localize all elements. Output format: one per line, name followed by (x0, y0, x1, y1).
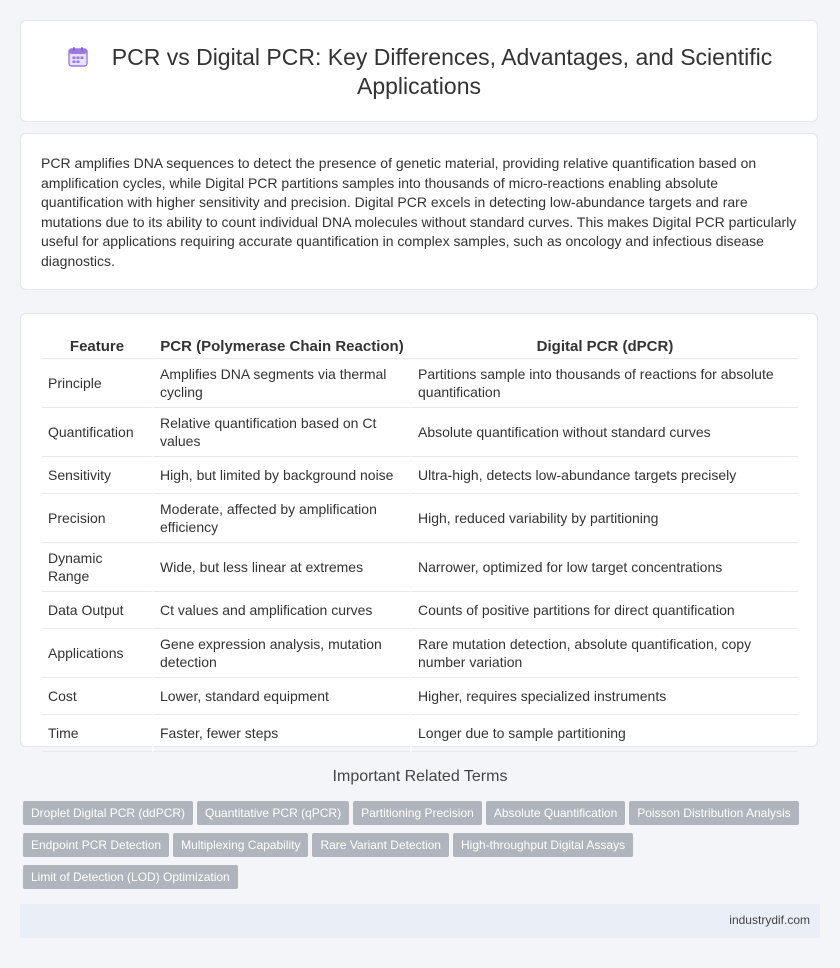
pcr-cell: Amplifies DNA segments via thermal cycling (152, 359, 410, 408)
related-terms-title: Important Related Terms (332, 768, 508, 785)
dpcr-cell: Higher, requires specialized instruments (410, 678, 798, 715)
table-row (42, 359, 798, 408)
feature-cell: Precision (42, 494, 152, 543)
table-row (42, 408, 798, 457)
dpcr-cell: Counts of positive partitions for direct quantification (410, 592, 798, 629)
term-tag[interactable]: Droplet Digital PCR (ddPCR) (23, 801, 193, 825)
dpcr-cell: Ultra-high, detects low-abundance targets precisely (410, 457, 798, 494)
table-row (42, 494, 798, 543)
table-row (42, 543, 798, 592)
pcr-cell: Wide, but less linear at extremes (152, 543, 410, 592)
page-title (61, 43, 777, 101)
dpcr-cell: Longer due to sample partitioning (410, 715, 798, 752)
column-header: Digital PCR (dPCR) (410, 334, 798, 359)
feature-cell: Applications (42, 629, 152, 678)
title-line-1: PCR vs Digital PCR: Key Differences, Advantages, and Scientific (111, 44, 773, 70)
dpcr-cell: Partitions sample into thousands of reactions for absolute quantification (410, 359, 798, 408)
column-header: Feature (42, 334, 152, 359)
term-tag[interactable]: Poisson Distribution Analysis (629, 801, 798, 825)
term-tag[interactable]: Absolute Quantification (486, 801, 625, 825)
table-row (42, 678, 798, 715)
term-tag[interactable]: Limit of Detection (LOD) Optimization (23, 865, 238, 889)
pcr-cell: High, but limited by background noise (152, 457, 410, 494)
related-terms-list (23, 801, 813, 897)
column-header: PCR (Polymerase Chain Reaction) (152, 334, 410, 359)
feature-cell: Cost (42, 678, 152, 715)
feature-cell: Data Output (42, 592, 152, 629)
footer-site-link[interactable]: industrydif.com (729, 913, 810, 927)
footer (20, 904, 820, 938)
term-tag[interactable]: High-throughput Digital Assays (453, 833, 633, 857)
pcr-cell: Lower, standard equipment (152, 678, 410, 715)
pcr-cell: Relative quantification based on Ct values (152, 408, 410, 457)
term-tag[interactable]: Quantitative PCR (qPCR) (197, 801, 349, 825)
pcr-cell: Ct values and amplification curves (152, 592, 410, 629)
table-row (42, 457, 798, 494)
title-line-2: Applications (356, 73, 482, 99)
table-row (42, 592, 798, 629)
dpcr-cell: High, reduced variability by partitioning (410, 494, 798, 543)
comparison-table-card (20, 313, 818, 747)
dpcr-cell: Rare mutation detection, absolute quantification, copy number variation (410, 629, 798, 678)
intro-paragraph: PCR amplifies DNA sequences to detect the presence of genetic material, providing relative quantification based on amplification cycles, while Digital PCR partitions samples into thousands of micro-reactions enabling absolute quantification with higher sensitivity and precision. Digital PCR excels in detecting low-abundance targets and rare mutations due to its ability to count individual DNA molecules without standard curves. This makes Digital PCR particularly useful for applications requiring accurate quantification in complex samples, such as oncology and infectious disease diagnostics. (41, 155, 797, 269)
feature-cell: Quantification (42, 408, 152, 457)
intro-card (20, 133, 818, 290)
pcr-cell: Moderate, affected by amplification efficiency (152, 494, 410, 543)
term-tag[interactable]: Rare Variant Detection (312, 833, 449, 857)
term-tag[interactable]: Endpoint PCR Detection (23, 833, 169, 857)
table-row (42, 715, 798, 752)
feature-cell: Time (42, 715, 152, 752)
dpcr-cell: Narrower, optimized for low target concentrations (410, 543, 798, 592)
feature-cell: Dynamic Range (42, 543, 152, 592)
term-tag[interactable]: Multiplexing Capability (173, 833, 308, 857)
comparison-table (42, 334, 798, 752)
table-header-row (42, 334, 798, 359)
feature-cell: Principle (42, 359, 152, 408)
table-row (42, 629, 798, 678)
dpcr-cell: Absolute quantification without standard curves (410, 408, 798, 457)
term-tag[interactable]: Partitioning Precision (353, 801, 482, 825)
pcr-cell: Faster, fewer steps (152, 715, 410, 752)
header-card (20, 20, 818, 122)
calendar-icon (66, 45, 90, 69)
pcr-cell: Gene expression analysis, mutation detection (152, 629, 410, 678)
feature-cell: Sensitivity (42, 457, 152, 494)
